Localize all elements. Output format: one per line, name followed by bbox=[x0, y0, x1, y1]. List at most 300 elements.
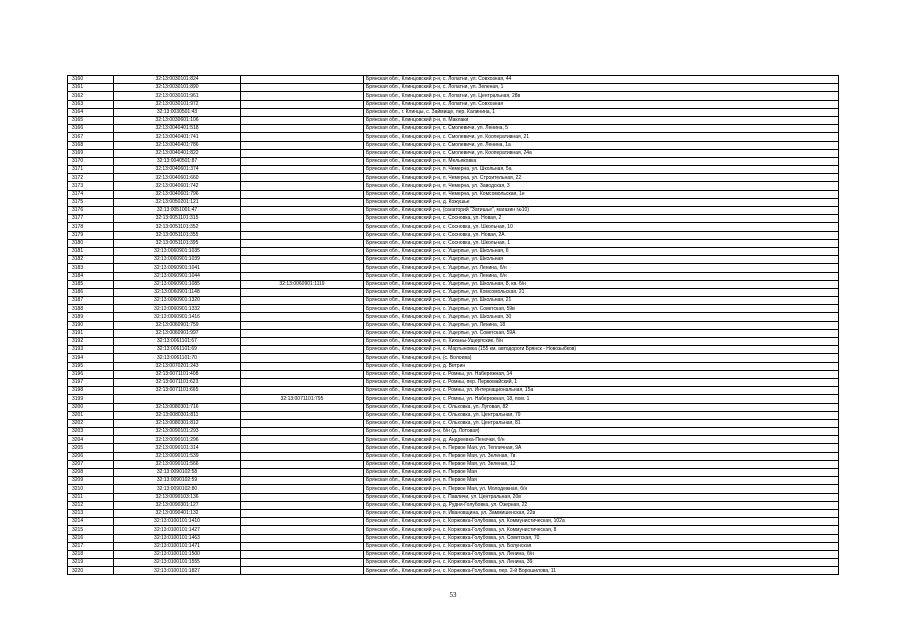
table-row bbox=[68, 288, 839, 296]
address-cell: Брянская обл., Клинцовский р-н, с. Коржовка-Голубовка, ул. Коммунистическая, 8 bbox=[364, 526, 839, 534]
cadastral-number-cell: 32:13:0040601:660 bbox=[114, 174, 241, 182]
table-row bbox=[68, 207, 839, 215]
row-number-cell: 3170 bbox=[68, 157, 114, 165]
previous-number-cell bbox=[241, 239, 364, 247]
table-row bbox=[68, 460, 839, 468]
table-row bbox=[68, 92, 839, 100]
address-cell: Брянская обл., Клинцовский р-н, б/н (д. Лотовая) bbox=[364, 428, 839, 436]
cadastral-number-cell: 32:13:0051101:315 bbox=[114, 215, 241, 223]
address-cell: Брянская обл., Клинцовский р-н, с. Ромны, ул. Интернациональная, 15а bbox=[364, 387, 839, 395]
cadastral-number-cell: 32:13:0060901:1085 bbox=[114, 280, 241, 288]
address-cell: Брянская обл., Клинцовский р-н, д. Ветрин bbox=[364, 362, 839, 370]
address-cell: Брянская обл., Клинцовский р-н, с. Ущерпье, ул. Советская, 59А bbox=[364, 329, 839, 337]
row-number-cell: 3208 bbox=[68, 469, 114, 477]
row-number-cell: 3219 bbox=[68, 559, 114, 567]
row-number-cell: 3189 bbox=[68, 313, 114, 321]
row-number-cell: 3194 bbox=[68, 354, 114, 362]
cadastral-number-cell: 32:13:0030101:890 bbox=[114, 84, 241, 92]
address-cell: Брянская обл., Клинцовский р-н, с. Сосновка, ул. Новая, 2А bbox=[364, 231, 839, 239]
previous-number-cell bbox=[241, 297, 364, 305]
previous-number-cell bbox=[241, 419, 364, 427]
cadastral-number-cell: 32:13:0090102:58 bbox=[114, 469, 241, 477]
table-row bbox=[68, 477, 839, 485]
table-row bbox=[68, 338, 839, 346]
previous-number-cell bbox=[241, 157, 364, 165]
address-cell: Брянская обл., Клинцовский р-н, с. Коржовка-Голубовка, пер. 2-й Ворошилова, 11 bbox=[364, 567, 839, 575]
cadastral-number-cell: 32:13:0100101:1427 bbox=[114, 526, 241, 534]
table-row bbox=[68, 469, 839, 477]
address-cell: Брянская обл., Клинцовский р-н, с. Ромны, ул. Набережная, 18, пом. 1 bbox=[364, 395, 839, 403]
previous-number-cell bbox=[241, 485, 364, 493]
page-number: 53 bbox=[449, 591, 457, 599]
previous-number-cell bbox=[241, 288, 364, 296]
cadastral-number-cell: 32:13:0080301:716 bbox=[114, 403, 241, 411]
row-number-cell: 3195 bbox=[68, 362, 114, 370]
registry-table-body bbox=[68, 76, 839, 575]
cadastral-number-cell: 32:13:0071101:665 bbox=[114, 387, 241, 395]
address-cell: Брянская обл., Клинцовский р-н, с. Ущерпье, ул. Школьная, 8, кв. б/н bbox=[364, 280, 839, 288]
cadastral-number-cell: 32:13:0040601:742 bbox=[114, 182, 241, 190]
row-number-cell: 3183 bbox=[68, 264, 114, 272]
row-number-cell: 3216 bbox=[68, 534, 114, 542]
address-cell: Брянская обл., Клинцовский р-н, с. Павличи, ул. Центральная, 20в bbox=[364, 493, 839, 501]
row-number-cell: 3215 bbox=[68, 526, 114, 534]
address-cell: Брянская обл., Клинцовский р-н, п. Хиханы-Ущерпские, б/н bbox=[364, 338, 839, 346]
address-cell: Брянская обл., Клинцовский р-н, п. Первое Мая, ул. Тепличная, 9А bbox=[364, 444, 839, 452]
row-number-cell: 3200 bbox=[68, 403, 114, 411]
address-cell: Брянская обл., Клинцовский р-н, с. Ущерпье, ул. Ленина, 18 bbox=[364, 321, 839, 329]
previous-number-cell bbox=[241, 76, 364, 84]
cadastral-number-cell: 32:13:0060901:1044 bbox=[114, 272, 241, 280]
address-cell: Брянская обл., Клинцовский р-н, с. Смолевичи, ул. Ленина, 1а bbox=[364, 141, 839, 149]
previous-number-cell bbox=[241, 125, 364, 133]
address-cell: Брянская обл., Клинцовский р-н, с. Смолевичи, ул. Кооперативная, 21 bbox=[364, 133, 839, 141]
cadastral-number-cell: 32:13:0100101:1827 bbox=[114, 567, 241, 575]
previous-number-cell bbox=[241, 387, 364, 395]
row-number-cell: 3199 bbox=[68, 395, 114, 403]
previous-number-cell bbox=[241, 329, 364, 337]
table-row bbox=[68, 125, 839, 133]
cadastral-number-cell: 32:13:0040401:822 bbox=[114, 149, 241, 157]
previous-number-cell bbox=[241, 231, 364, 239]
table-row bbox=[68, 493, 839, 501]
table-row bbox=[68, 313, 839, 321]
cadastral-number-cell: 32:13:0051101:395 bbox=[114, 239, 241, 247]
cadastral-number-cell: 32:13:0090102:80 bbox=[114, 485, 241, 493]
row-number-cell: 3174 bbox=[68, 190, 114, 198]
address-cell: Брянская обл., Клинцовский р-н, с. Ольховка, ул. Луговая, 82 bbox=[364, 403, 839, 411]
address-cell: Брянская обл., Клинцовский р-н, с. Смолевичи, ул. Кооперативная, 24а bbox=[364, 149, 839, 157]
table-row bbox=[68, 247, 839, 255]
cadastral-number-cell: 32:13:0060901:1416 bbox=[114, 313, 241, 321]
cadastral-number-cell: 32:13:0040401:518 bbox=[114, 125, 241, 133]
address-cell: Брянская обл., Клинцовский р-н, п. Маклаки bbox=[364, 116, 839, 124]
previous-number-cell bbox=[241, 338, 364, 346]
previous-number-cell bbox=[241, 256, 364, 264]
address-cell: Брянская обл., Клинцовский р-н, п. Первое Мая, ул. Молодежная, б/н bbox=[364, 485, 839, 493]
previous-number-cell bbox=[241, 477, 364, 485]
previous-number-cell bbox=[241, 149, 364, 157]
previous-number-cell bbox=[241, 509, 364, 517]
table-row bbox=[68, 370, 839, 378]
table-row bbox=[68, 100, 839, 108]
row-number-cell: 3191 bbox=[68, 329, 114, 337]
table-row bbox=[68, 411, 839, 419]
table-row bbox=[68, 149, 839, 157]
row-number-cell: 3198 bbox=[68, 387, 114, 395]
cadastral-number-cell: 32:13:0100101:1555 bbox=[114, 559, 241, 567]
table-row bbox=[68, 567, 839, 575]
previous-number-cell bbox=[241, 166, 364, 174]
cadastral-number-cell: 32:13:0060901:1041 bbox=[114, 264, 241, 272]
table-row bbox=[68, 485, 839, 493]
table-row bbox=[68, 239, 839, 247]
table-row bbox=[68, 329, 839, 337]
row-number-cell: 3160 bbox=[68, 76, 114, 84]
table-row bbox=[68, 141, 839, 149]
cadastral-number-cell: 32:13:0090101:293 bbox=[114, 428, 241, 436]
address-cell: Брянская обл., Клинцовский р-н, д. Андреевка-Пеночки, б/н bbox=[364, 436, 839, 444]
row-number-cell: 3201 bbox=[68, 411, 114, 419]
cadastral-number-cell: 32:13:0090101:314 bbox=[114, 444, 241, 452]
row-number-cell: 3203 bbox=[68, 428, 114, 436]
row-number-cell: 3173 bbox=[68, 182, 114, 190]
previous-number-cell: 32:13:0060901:1119 bbox=[241, 280, 364, 288]
previous-number-cell bbox=[241, 264, 364, 272]
row-number-cell: 3182 bbox=[68, 256, 114, 264]
address-cell: Брянская обл., Клинцовский р-н, с. Мартыновка (155 км. автодороги Брянск - Новозыбков) bbox=[364, 346, 839, 354]
cadastral-number-cell: 32:13:0090102:59 bbox=[114, 477, 241, 485]
previous-number-cell bbox=[241, 526, 364, 534]
cadastral-number-cell: 32:13:0060901:1332 bbox=[114, 305, 241, 313]
table-row bbox=[68, 436, 839, 444]
cadastral-number-cell: 32:13:0100101:1463 bbox=[114, 534, 241, 542]
previous-number-cell bbox=[241, 174, 364, 182]
row-number-cell: 3181 bbox=[68, 247, 114, 255]
address-cell: Брянская обл., Клинцовский р-н, с. Ущерпье, ул. Школьная, 6 bbox=[364, 247, 839, 255]
address-cell: Брянская обл., Клинцовский р-н, с. Сосновка, ул. Школьная, 1 bbox=[364, 239, 839, 247]
row-number-cell: 3210 bbox=[68, 485, 114, 493]
cadastral-number-cell: 32:13:0090101:566 bbox=[114, 460, 241, 468]
address-cell: Брянская обл., Клинцовский р-н, с. Коржовка-Голубовка, ул. Коммунистическая, 102а bbox=[364, 518, 839, 526]
address-cell: Брянская обл., Клинцовский р-н, с. Ольховка, ул. Центральная, 79 bbox=[364, 411, 839, 419]
row-number-cell: 3188 bbox=[68, 305, 114, 313]
address-cell: Брянская обл., Клинцовский р-н, с. Коржовка-Голубовка, ул. Болунская bbox=[364, 542, 839, 550]
table-row bbox=[68, 280, 839, 288]
previous-number-cell bbox=[241, 559, 364, 567]
row-number-cell: 3176 bbox=[68, 207, 114, 215]
previous-number-cell bbox=[241, 223, 364, 231]
previous-number-cell bbox=[241, 190, 364, 198]
row-number-cell: 3217 bbox=[68, 542, 114, 550]
address-cell: Брянская обл., Клинцовский р-н, с. Коржовка-Голубовка, ул. Ленина, б/н bbox=[364, 550, 839, 558]
table-row bbox=[68, 305, 839, 313]
previous-number-cell bbox=[241, 133, 364, 141]
cadastral-number-cell: 32:13:0100101:1410 bbox=[114, 518, 241, 526]
previous-number-cell bbox=[241, 247, 364, 255]
address-cell: Брянская обл., г. Клинцы, с. Займище, пер. Калинина, 1 bbox=[364, 108, 839, 116]
row-number-cell: 3206 bbox=[68, 452, 114, 460]
row-number-cell: 3209 bbox=[68, 477, 114, 485]
table-row bbox=[68, 550, 839, 558]
row-number-cell: 3218 bbox=[68, 550, 114, 558]
row-number-cell: 3175 bbox=[68, 198, 114, 206]
row-number-cell: 3180 bbox=[68, 239, 114, 247]
table-row bbox=[68, 354, 839, 362]
row-number-cell: 3163 bbox=[68, 100, 114, 108]
table-row bbox=[68, 501, 839, 509]
table-row bbox=[68, 215, 839, 223]
cadastral-number-cell: 32:13:0080301:811 bbox=[114, 411, 241, 419]
row-number-cell: 3185 bbox=[68, 280, 114, 288]
cadastral-number-cell: 32:13:0040601:374 bbox=[114, 166, 241, 174]
cadastral-number-cell: 32:13:0051101:355 bbox=[114, 231, 241, 239]
previous-number-cell bbox=[241, 92, 364, 100]
cadastral-number-cell: 32:13:0040401:741 bbox=[114, 133, 241, 141]
cadastral-number-cell: 32:13:0030501:43 bbox=[114, 108, 241, 116]
previous-number-cell bbox=[241, 354, 364, 362]
row-number-cell: 3184 bbox=[68, 272, 114, 280]
table-row bbox=[68, 509, 839, 517]
previous-number-cell bbox=[241, 272, 364, 280]
row-number-cell: 3213 bbox=[68, 509, 114, 517]
row-number-cell: 3172 bbox=[68, 174, 114, 182]
previous-number-cell bbox=[241, 567, 364, 575]
row-number-cell: 3168 bbox=[68, 141, 114, 149]
previous-number-cell bbox=[241, 116, 364, 124]
cadastral-number-cell: 32:13:0080301:812 bbox=[114, 419, 241, 427]
row-number-cell: 3162 bbox=[68, 92, 114, 100]
table-row bbox=[68, 108, 839, 116]
table-row bbox=[68, 231, 839, 239]
previous-number-cell bbox=[241, 411, 364, 419]
row-number-cell: 3220 bbox=[68, 567, 114, 575]
table-row bbox=[68, 403, 839, 411]
cadastral-number-cell: 32:13:0100101:1500 bbox=[114, 550, 241, 558]
previous-number-cell bbox=[241, 444, 364, 452]
table-row bbox=[68, 559, 839, 567]
table-row bbox=[68, 198, 839, 206]
table-row bbox=[68, 116, 839, 124]
cadastral-number-cell: 32:13:0051101:352 bbox=[114, 223, 241, 231]
cadastral-number-cell: 32:13:0060901:759 bbox=[114, 321, 241, 329]
table-row bbox=[68, 272, 839, 280]
cadastral-number-cell: 32:13:0030101:961 bbox=[114, 92, 241, 100]
previous-number-cell bbox=[241, 108, 364, 116]
cadastral-number-cell: 32:13:0100101:1471 bbox=[114, 542, 241, 550]
row-number-cell: 3211 bbox=[68, 493, 114, 501]
table-row bbox=[68, 518, 839, 526]
table-row bbox=[68, 297, 839, 305]
address-cell: Брянская обл., Клинцовский р-н, с. Коржовка-Голубовка, ул. Советская, 70 bbox=[364, 534, 839, 542]
address-cell: Брянская обл., Клинцовский р-н, п. Ивановщина, ул. Заммишенская, 22в bbox=[364, 509, 839, 517]
previous-number-cell bbox=[241, 518, 364, 526]
cadastral-number-cell: 32:13:0040501:87 bbox=[114, 157, 241, 165]
cadastral-number-cell: 32:13:0030101:972 bbox=[114, 100, 241, 108]
cadastral-number-cell: 32:13:0061101:67 bbox=[114, 338, 241, 346]
table-row bbox=[68, 346, 839, 354]
cadastral-number-cell: 32:13:0040601:796 bbox=[114, 190, 241, 198]
table-row bbox=[68, 444, 839, 452]
row-number-cell: 3186 bbox=[68, 288, 114, 296]
previous-number-cell bbox=[241, 321, 364, 329]
table-row bbox=[68, 76, 839, 84]
cadastral-number-cell bbox=[114, 395, 241, 403]
row-number-cell: 3164 bbox=[68, 108, 114, 116]
previous-number-cell bbox=[241, 501, 364, 509]
table-row bbox=[68, 84, 839, 92]
cadastral-number-cell: 32:13:0051001:47 bbox=[114, 207, 241, 215]
cadastral-number-cell: 32:13:0090101:539 bbox=[114, 452, 241, 460]
table-row bbox=[68, 534, 839, 542]
row-number-cell: 3178 bbox=[68, 223, 114, 231]
address-cell: Брянская обл., Клинцовский р-н, (с. Волоева) bbox=[364, 354, 839, 362]
previous-number-cell bbox=[241, 428, 364, 436]
previous-number-cell bbox=[241, 100, 364, 108]
address-cell: Брянская обл., Клинцовский р-н, п. Первое Мая bbox=[364, 469, 839, 477]
address-cell: Брянская обл., Клинцовский р-н, п. Первое Мая bbox=[364, 477, 839, 485]
row-number-cell: 3190 bbox=[68, 321, 114, 329]
previous-number-cell bbox=[241, 403, 364, 411]
row-number-cell: 3204 bbox=[68, 436, 114, 444]
previous-number-cell bbox=[241, 493, 364, 501]
previous-number-cell bbox=[241, 436, 364, 444]
row-number-cell: 3171 bbox=[68, 166, 114, 174]
cadastral-number-cell: 32:13:0070201:243 bbox=[114, 362, 241, 370]
row-number-cell: 3187 bbox=[68, 297, 114, 305]
previous-number-cell bbox=[241, 182, 364, 190]
cadastral-number-cell: 32:13:0061101:70 bbox=[114, 354, 241, 362]
address-cell: Брянская обл., Клинцовский р-н, п. Первое Мая, ул. Зеленая, 12 bbox=[364, 460, 839, 468]
address-cell: Брянская обл., Клинцовский р-н, с. Лопатни, ул. Совхозная, 44 bbox=[364, 76, 839, 84]
address-cell: Брянская обл., Клинцовский р-н, с. Сосновка, ул. Новая, 2 bbox=[364, 215, 839, 223]
previous-number-cell bbox=[241, 215, 364, 223]
cadastral-number-cell: 32:13:0060901:1039 bbox=[114, 256, 241, 264]
address-cell: Брянская обл., Клинцовский р-н, с. Смолевичи, ул. Ленина, 5 bbox=[364, 125, 839, 133]
table-row bbox=[68, 378, 839, 386]
row-number-cell: 3205 bbox=[68, 444, 114, 452]
previous-number-cell bbox=[241, 534, 364, 542]
table-row bbox=[68, 419, 839, 427]
row-number-cell: 3193 bbox=[68, 346, 114, 354]
address-cell: Брянская обл., Клинцовский р-н, (санаторий "Затишье", магазин №10) bbox=[364, 207, 839, 215]
address-cell: Брянская обл., Клинцовский р-н, д. Рудня-Голубовка, ул. Озерная, 22 bbox=[364, 501, 839, 509]
table-row bbox=[68, 256, 839, 264]
previous-number-cell: 32:13:0071101:795 bbox=[241, 395, 364, 403]
address-cell: Брянская обл., Клинцовский р-н, с. Ущерпье, ул. Комсомольская, 21 bbox=[364, 288, 839, 296]
row-number-cell: 3161 bbox=[68, 84, 114, 92]
cadastral-number-cell: 32:13:0090301:127 bbox=[114, 501, 241, 509]
address-cell: Брянская обл., Клинцовский р-н, с. Лопатни, ул. Центральная, 28в bbox=[364, 92, 839, 100]
previous-number-cell bbox=[241, 141, 364, 149]
table-row bbox=[68, 223, 839, 231]
previous-number-cell bbox=[241, 452, 364, 460]
cadastral-number-cell: 32:13:0060901:1320 bbox=[114, 297, 241, 305]
row-number-cell: 3196 bbox=[68, 370, 114, 378]
cadastral-number-cell: 32:13:0090103:136 bbox=[114, 493, 241, 501]
table-row bbox=[68, 428, 839, 436]
row-number-cell: 3177 bbox=[68, 215, 114, 223]
row-number-cell: 3165 bbox=[68, 116, 114, 124]
address-cell: Брянская обл., Клинцовский р-н, п. Чемерна, ул. Школьная, 5а bbox=[364, 166, 839, 174]
previous-number-cell bbox=[241, 378, 364, 386]
address-cell: Брянская обл., Клинцовский р-н, с. Ущерпье, ул. Школьная, 21 bbox=[364, 297, 839, 305]
cadastral-number-cell: 32:13:0060901:1148 bbox=[114, 288, 241, 296]
row-number-cell: 3212 bbox=[68, 501, 114, 509]
previous-number-cell bbox=[241, 207, 364, 215]
cadastral-number-cell: 32:13:0090401:132 bbox=[114, 509, 241, 517]
row-number-cell: 3179 bbox=[68, 231, 114, 239]
cadastral-number-cell: 32:13:0040401:786 bbox=[114, 141, 241, 149]
table-row bbox=[68, 264, 839, 272]
cadastral-number-cell: 32:13:0071101:623 bbox=[114, 378, 241, 386]
address-cell: Брянская обл., Клинцовский р-н, с. Лопатни, ул. Совхозная bbox=[364, 100, 839, 108]
previous-number-cell bbox=[241, 84, 364, 92]
row-number-cell: 3202 bbox=[68, 419, 114, 427]
previous-number-cell bbox=[241, 370, 364, 378]
address-cell: Брянская обл., Клинцовский р-н, с. Ольховка, ул. Центральная, 81 bbox=[364, 419, 839, 427]
address-cell: Брянская обл., Клинцовский р-н, п. Мельяковка bbox=[364, 157, 839, 165]
table-row bbox=[68, 133, 839, 141]
row-number-cell: 3169 bbox=[68, 149, 114, 157]
row-number-cell: 3192 bbox=[68, 338, 114, 346]
address-cell: Брянская обл., Клинцовский р-н, с. Сосновка, ул. Школьная, 10 bbox=[364, 223, 839, 231]
cadastral-number-cell: 32:13:0050201:121 bbox=[114, 198, 241, 206]
address-cell: Брянская обл., Клинцовский р-н, с. Ущерпье, ул. Советская, 59в bbox=[364, 305, 839, 313]
address-cell: Брянская обл., Клинцовский р-н, с. Ущерпье, ул. Ленина, б/н bbox=[364, 272, 839, 280]
table-row bbox=[68, 190, 839, 198]
previous-number-cell bbox=[241, 469, 364, 477]
registry-table bbox=[67, 75, 839, 575]
previous-number-cell bbox=[241, 542, 364, 550]
table-row bbox=[68, 362, 839, 370]
address-cell: Брянская обл., Клинцовский р-н, п. Чемерна, ул. Заводская, 3 bbox=[364, 182, 839, 190]
address-cell: Брянская обл., Клинцовский р-н, с. Ущерпье, ул. Ленина, б/н bbox=[364, 264, 839, 272]
previous-number-cell bbox=[241, 198, 364, 206]
table-row bbox=[68, 182, 839, 190]
previous-number-cell bbox=[241, 346, 364, 354]
address-cell: Брянская обл., Клинцовский р-н, п. Первое Мая, ул. Зеленая, 7в bbox=[364, 452, 839, 460]
table-row bbox=[68, 387, 839, 395]
cadastral-number-cell: 32:13:0030601:106 bbox=[114, 116, 241, 124]
address-cell: Брянская обл., Клинцовский р-н, с. Ромны, ул. Набережная, 14 bbox=[364, 370, 839, 378]
previous-number-cell bbox=[241, 460, 364, 468]
row-number-cell: 3214 bbox=[68, 518, 114, 526]
table-row bbox=[68, 157, 839, 165]
row-number-cell: 3167 bbox=[68, 133, 114, 141]
table-row bbox=[68, 174, 839, 182]
previous-number-cell bbox=[241, 313, 364, 321]
cadastral-number-cell: 32:13:0071101:408 bbox=[114, 370, 241, 378]
address-cell: Брянская обл., Клинцовский р-н, с. Коржовка-Голубовка, ул. Ленина, 39 bbox=[364, 559, 839, 567]
cadastral-number-cell: 32:13:0090101:296 bbox=[114, 436, 241, 444]
cadastral-number-cell: 32:13:0061101:69 bbox=[114, 346, 241, 354]
cadastral-number-cell: 32:13:0030101:824 bbox=[114, 76, 241, 84]
address-cell: Брянская обл., Клинцовский р-н, д. Кожушье bbox=[364, 198, 839, 206]
table-row bbox=[68, 166, 839, 174]
row-number-cell: 3166 bbox=[68, 125, 114, 133]
address-cell: Брянская обл., Клинцовский р-н, с. Ущерпье, ул. Школьная, 30 bbox=[364, 313, 839, 321]
address-cell: Брянская обл., Клинцовский р-н, с. Ромны, пер. Первомайский, 1 bbox=[364, 378, 839, 386]
row-number-cell: 3197 bbox=[68, 378, 114, 386]
address-cell: Брянская обл., Клинцовский р-н, с. Ущерпье, ул. Школьная bbox=[364, 256, 839, 264]
address-cell: Брянская обл., Клинцовский р-н, с. Лопатни, ул. Зеленая, 1 bbox=[364, 84, 839, 92]
table-row bbox=[68, 395, 839, 403]
table-row bbox=[68, 542, 839, 550]
previous-number-cell bbox=[241, 305, 364, 313]
previous-number-cell bbox=[241, 362, 364, 370]
table-row bbox=[68, 526, 839, 534]
